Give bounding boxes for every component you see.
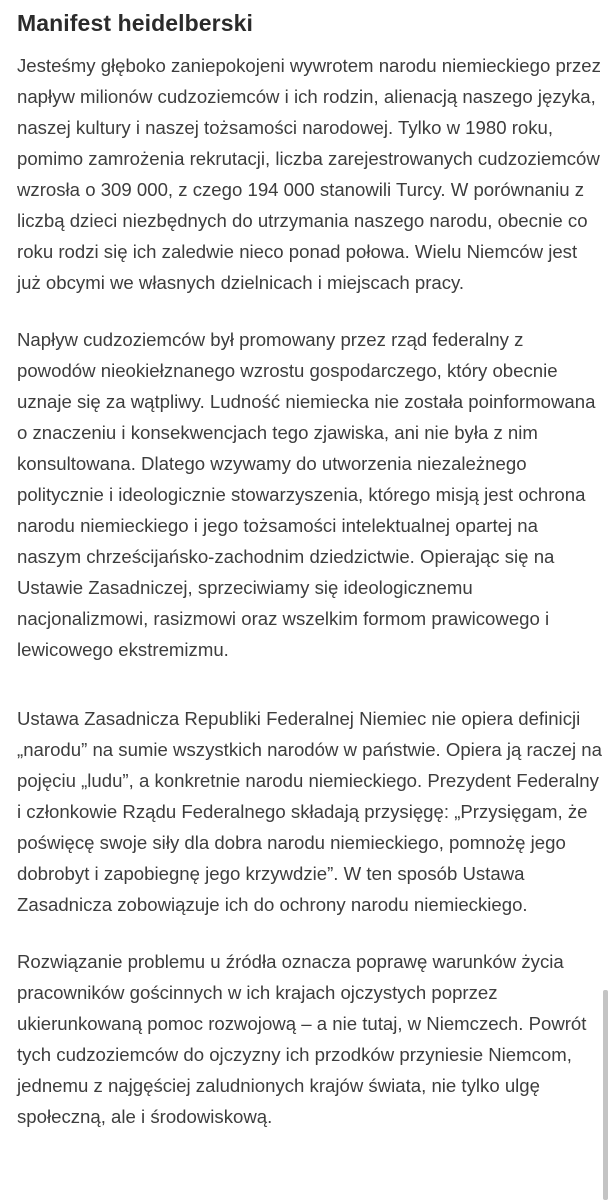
paragraph-2: Napływ cudzoziemców był promowany przez rząd federalny z powodów nieokiełznanego wzrostu gospodarczego, który obecnie uznaje się za wątpliwy. Ludność niemiecka nie została poinformowana o znaczeniu i konsekwencjach tego zjawiska, ani nie była z nim konsultowana. Dlatego wzywamy do utworzenia niezależnego politycznie i ideologicznie stowarzyszenia, którego misją jest ochrona narodu niemieckiego i jego tożsamości intelektualnej opartej na naszym chrześcijańsko-zachodnim dziedzictwie. Opierając się na Ustawie Zasadniczej, sprzeciwiamy się ideologicznemu nacjonalizmowi, rasizmowi oraz wszelkim formom prawicowego i lewicowego ekstremizmu. <box>17 329 596 660</box>
article-title: Manifest heidelberski <box>17 10 254 36</box>
scrollbar-thumb[interactable] <box>603 990 608 1200</box>
paragraph-4: Rozwiązanie problemu u źródła oznacza poprawę warunków życia pracowników gościnnych w ich krajach ojczystych poprzez ukierunkowaną pomoc rozwojową – a nie tutaj, w Niemczech. Powrót tych cudzoziemców do ojczyzny ich przodków przyniesie Niemcom, jednemu z najgęściej zaludnionych krajów świata, nie tylko ulgę społeczną, ale i środowiskową. <box>17 951 587 1127</box>
paragraph-1: Jesteśmy głęboko zaniepokojeni wywrotem narodu niemieckiego przez napływ milionów cudzoziemców i ich rodzin, alienacją naszego języka, naszej kultury i naszej tożsamości narodowej. Tylko w 1980 roku, pomimo zamrożenia rekrutacji, liczba zarejestrowanych cudzoziemców wzrosła o 309 000, z czego 194 000 stanowili Turcy. W porównaniu z liczbą dzieci niezbędnych do utrzymania naszego narodu, obecnie co roku rodzi się ich zaledwie nieco ponad połowa. Wielu Niemców jest już obcymi we własnych dzielnicach i miejscach pracy. <box>17 55 601 293</box>
article <box>17 6 602 1132</box>
paragraph-3: Ustawa Zasadnicza Republiki Federalnej Niemiec nie opiera definicji „narodu” na sumie wszystkich narodów w państwie. Opiera ją raczej na pojęciu „ludu”, a konkretnie narodu niemieckiego. Prezydent Federalny i członkowie Rządu Federalnego składają przysięgę: „Przysięgam, że poświęcę swoje siły dla dobra narodu niemieckiego, pomnożę jego dobrobyt i zapobiegnę jego krzywdzie”. W ten sposób Ustawa Zasadnicza zobowiązuje ich do ochrony narodu niemieckiego. <box>17 708 602 915</box>
